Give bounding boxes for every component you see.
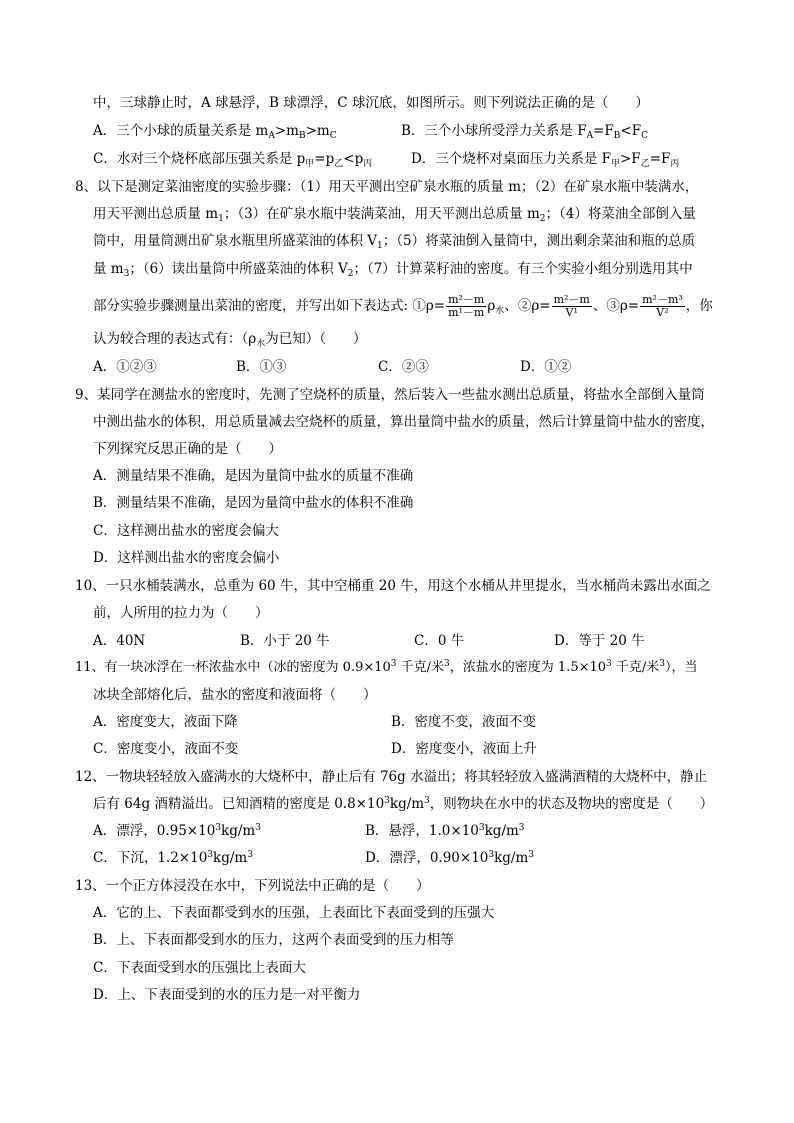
q8-line-6: 认为较合理的表达式有：（$\rho_水$为已知）（ ）	[93, 331, 367, 349]
q7-option-d: D．三个烧杯对桌面压力关系是 $F_甲>F_乙=F_丙$	[411, 151, 680, 169]
q9-line-1: 9、某同学在测盐水的密度时，先测了空烧杯的质量，然后装入一些盐水测出总质量，将盐水全部倒入量筒	[75, 387, 705, 403]
q11-option-a: A．密度变大，液面下降	[93, 714, 238, 730]
q8-line-1: 8、以下是测定菜油密度的实验步骤：（1）用天平测出空矿泉水瓶的质量 m；（2）在矿泉水瓶中装满水，	[75, 179, 699, 195]
q11-option-d: D．密度变小，液面上升	[391, 741, 537, 757]
q11-line-2: 冰块全部熔化后，盐水的密度和液面将（ ）	[93, 687, 377, 703]
q8-option-a: A．①②③	[93, 359, 157, 375]
q12-option-c: C．下沉，$1.2\times 10^3kg/m^3$	[93, 850, 253, 866]
q9-line-3: 下列探究反思正确的是（ ）	[93, 441, 282, 457]
q8-line-5-formulas: 部分实验步骤测量出菜油的密度，并写出如下表达式: ①ρ= $\frac{\text{m²－m}}{\text{m¹－m}}$ $\rho_水$、②ρ= $\frac{\text{m²－m}}{\text{V¹}}$ 、③ρ= $\frac{\text{m²－m³}}{\text{V²}}$ ，你	[93, 293, 713, 319]
q13-line-1: 13、一个正方体浸没在水中，下列说法中正确的是（ ）	[75, 878, 430, 894]
q9-option-a: A．测量结果不准确，是因为量筒中盐水的质量不准确	[93, 468, 414, 484]
q7-option-b: B．三个小球所受浮力关系是 $F_A=F_B<F_C$	[401, 123, 648, 141]
q11-option-c: C．密度变小，液面不变	[93, 741, 239, 757]
q10-line-2: 前，人所用的拉力为（ ）	[93, 605, 269, 621]
q9-line-2: 中测出盐水的体积，用总质量减去空烧杯的质量，算出量筒中盐水的质量，然后计算量筒中盐水的密度，	[93, 414, 714, 430]
q8-option-b: B．①③	[236, 359, 287, 375]
q10-option-d: D．等于 20 牛	[554, 633, 645, 649]
q8-line-2: 用天平测出总质量 $m_1$；（3）在矿泉水瓶中装满菜油，用天平测出总质量 $m_2$；（4）将菜油全部倒入量	[93, 206, 696, 224]
q13-option-d: D．上、下表面受到的水的压力是一对平衡力	[93, 987, 361, 1003]
q10-option-b: B．小于 20 牛	[240, 633, 330, 649]
q8-option-d: D．①②	[520, 359, 572, 375]
q11-option-b: B．密度不变，液面不变	[391, 714, 536, 730]
q7-option-a: A．三个小球的质量关系是 $m_A>m_B>m_C$	[93, 123, 337, 141]
q9-option-b: B．测量结果不准确，是因为量筒中盐水的体积不准确	[93, 495, 414, 511]
q11-line-1: 11、有一块冰浮在一杯浓盐水中（冰的密度为 $0.9\times 10^3$ 千克/米$^3$，浓盐水的密度为 $1.5\times 10^3$ 千克/米$^3$），当	[75, 659, 698, 675]
q10-line-1: 10、一只水桶装满水，总重为 60 牛，其中空桶重 20 牛，用这个水桶从井里提水，当水桶尚未露出水面之	[75, 578, 711, 594]
q13-option-a: A．它的上、下表面都受到水的压强，上表面比下表面受到的压强大	[93, 905, 495, 921]
q12-option-b: B．悬浮，$1.0\times 10^3kg/m^3$	[365, 823, 525, 839]
q12-option-a: A．漂浮，$0.95\times 10^3kg/m^3$	[93, 823, 261, 839]
formula-1-fraction: $\frac{\text{m²－m}}{\text{m¹－m}}$	[448, 293, 485, 319]
q13-option-b: B．上、下表面都受到水的压力，这两个表面受到的压力相等	[93, 932, 454, 948]
formula-2-fraction: $\frac{\text{m²－m}}{\text{V¹}}$	[553, 293, 590, 319]
q7-option-c: C．水对三个烧杯底部压强关系是 $p_甲=p_乙<p_丙$	[93, 151, 373, 169]
q8-line-3: 筒中，用量筒测出矿泉水瓶里所盛菜油的体积 $V_1$；（5）将菜油倒入量筒中，测出剩余菜油和瓶的总质	[93, 233, 696, 251]
q12-option-d: D．漂浮，$0.90\times 10^3kg/m^3$	[365, 850, 535, 866]
formula-3-fraction: $\frac{\text{m²－m³}}{\text{V²}}$	[642, 293, 683, 319]
q8-option-c: C．②③	[378, 359, 429, 375]
q12-line-1: 12、一物块轻轻放入盛满水的大烧杯中，静止后有 76g 水溢出；将其轻轻放入盛满酒精的大烧杯中，静止	[75, 769, 708, 785]
q8-line-4: 量 $m_3$；（6）读出量筒中所盛菜油的体积 $V_2$；（7）计算菜籽油的密度。有三个实验小组分别选用其中	[93, 261, 693, 279]
q10-option-c: C．0 牛	[414, 633, 465, 649]
q13-option-c: C．下表面受到水的压强比上表面大	[93, 960, 306, 976]
q10-option-a: A．40N	[93, 633, 146, 649]
q7-stem: 中，三球静止时，A 球悬浮，B 球漂浮，C 球沉底，如图所示。则下列说法正确的是（ ）	[93, 95, 649, 111]
q9-option-d: D．这样测出盐水的密度会偏小	[93, 550, 280, 566]
q9-option-c: C．这样测出盐水的密度会偏大	[93, 523, 279, 539]
q12-line-2: 后有 64g 酒精溢出。已知酒精的密度是 $0.8\times 10^3kg/m^3$，则物块在水中的状态及物块的密度是（ ）	[93, 796, 714, 812]
